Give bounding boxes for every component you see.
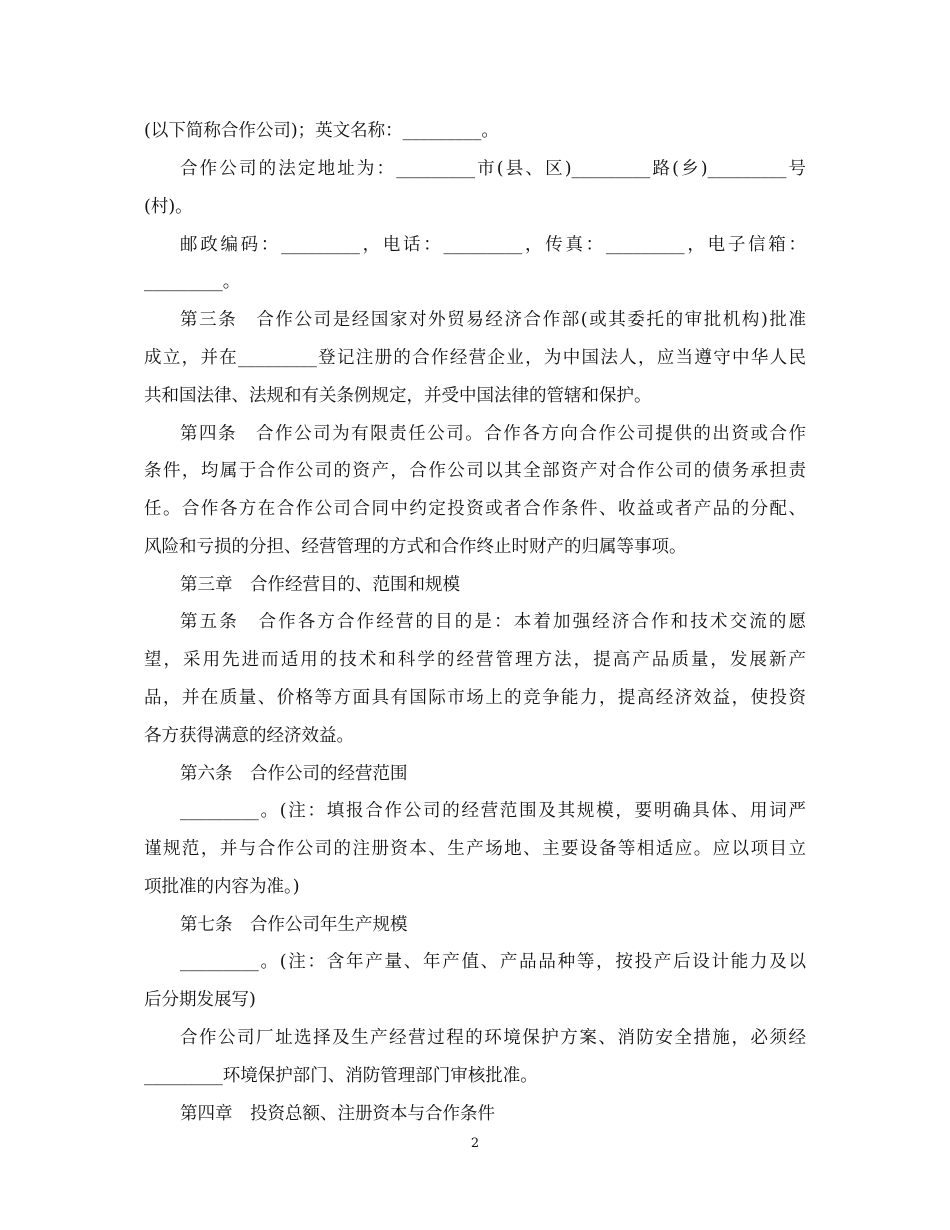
text-line: 项批准的内容为准。)	[144, 877, 300, 897]
text-line: _________。(注：含年产量、年产值、产品品种等，按投产后设计能力及以	[180, 952, 806, 972]
text-line: 谨规范，并与合作公司的注册资本、生产场地、主要设备等相适应。应以项目立	[144, 839, 806, 859]
article-3-heading-line: 第三条 合作公司是经国家对外贸易经济合作部(或其委托的审批机构)批准	[180, 310, 806, 330]
text-line: 条件，均属于合作公司的资产，合作公司以其全部资产对合作公司的债务承担责	[144, 461, 806, 481]
text-line: _________。(注：填报合作公司的经营范围及其规模，要明确具体、用词严	[180, 801, 806, 821]
text-line: 品，并在质量、价格等方面具有国际市场上的竞争能力，提高经济效益，使投资	[144, 688, 806, 708]
text-line: _________环境保护部门、消防管理部门审核批准。	[144, 1066, 538, 1086]
text-line: 共和国法律、法规和有关条例规定，并受中国法律的管辖和保护。	[144, 386, 652, 406]
article-7-heading: 第七条 合作公司年生产规模	[180, 915, 408, 935]
text-line: _________。	[144, 272, 241, 292]
text-line: 成立，并在_________登记注册的合作经营企业，为中国法人，应当遵守中华人民	[144, 348, 806, 368]
text-line: 合作公司的法定地址为：_________市(县、区)_________路(乡)_________号	[180, 159, 806, 179]
text-line: 望，采用先进而适用的技术和科学的经营管理方法，提高产品质量，发展新产	[144, 650, 806, 670]
text-line: 合作公司厂址选择及生产经营过程的环境保护方案、消防安全措施，必须经	[180, 1028, 806, 1048]
chapter-4-heading: 第四章 投资总额、注册资本与合作条件	[180, 1104, 495, 1124]
article-6-heading: 第六条 合作公司的经营范围	[180, 764, 408, 784]
text-line: 各方获得满意的经济效益。	[144, 726, 354, 746]
text-line: 风险和亏损的分担、经营管理的方式和合作终止时财产的归属等事项。	[144, 537, 687, 557]
text-line: 后分期发展写)	[144, 990, 256, 1010]
page-number: 2	[470, 1136, 480, 1151]
text-line: 任。合作各方在合作公司合同中约定投资或者合作条件、收益或者产品的分配、	[144, 499, 806, 519]
text-line: 邮政编码：_________，电话：_________，传真：_________，电子信箱：	[180, 235, 806, 255]
article-5-heading-line: 第五条 合作各方合作经营的目的是：本着加强经济合作和技术交流的愿	[180, 612, 806, 632]
chapter-3-heading: 第三章 合作经营目的、范围和规模	[180, 575, 460, 595]
article-4-heading-line: 第四条 合作公司为有限责任公司。合作各方向合作公司提供的出资或合作	[180, 424, 806, 444]
text-line: (村)。	[144, 197, 193, 217]
text-line: (以下简称合作公司)；英文名称：_________。	[144, 121, 499, 141]
